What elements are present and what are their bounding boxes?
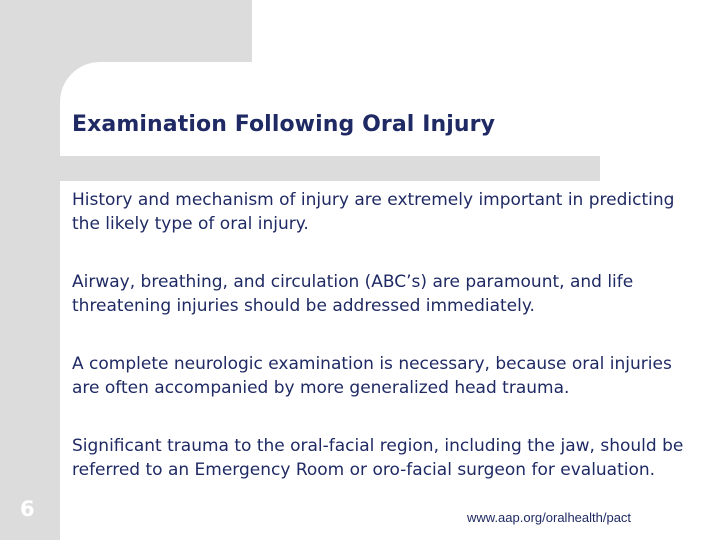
bullet-item: A complete neurologic examination is necessary, because oral injuries are often accompanied by more generalized head trauma. xyxy=(72,354,672,398)
page-number: 6 xyxy=(20,497,35,521)
bullet-list xyxy=(72,188,692,516)
decorative-frame-left xyxy=(0,0,60,540)
footer-url: www.aap.org/oralhealth/pact xyxy=(467,510,632,525)
bullet-item: History and mechanism of injury are extremely important in predicting the likely type of oral injury. xyxy=(72,190,675,234)
bullet-item: Significant trauma to the oral-facial region, including the jaw, should be referred to an Emergency Room or oro-facial surgeon for evaluation. xyxy=(72,436,684,480)
slide-title: Examination Following Oral Injury xyxy=(72,112,496,137)
bullet-item: Airway, breathing, and circulation (ABC’s) are paramount, and life threatening injuries should be addressed immediately. xyxy=(72,272,634,316)
title-underline-bar xyxy=(60,156,600,181)
